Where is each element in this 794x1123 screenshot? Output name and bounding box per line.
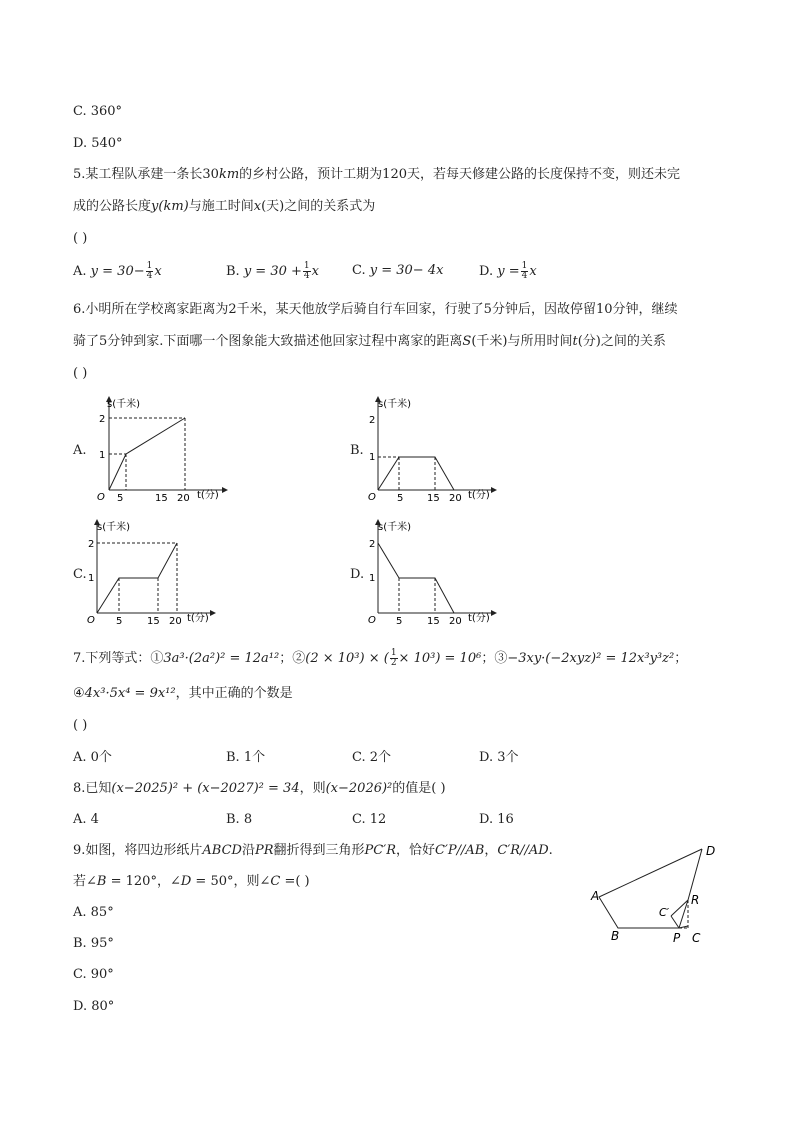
graph-b-xlabel: t(分) <box>468 490 490 501</box>
graph-d-origin: O <box>368 615 376 626</box>
q9-label-r: R <box>691 893 700 907</box>
q4-option-c: C. 360° <box>73 104 123 119</box>
graph-d-xtick-20: 20 <box>449 616 462 627</box>
q5-answer-paren: ( ) <box>73 231 88 246</box>
graph-c-xlabel: t(分) <box>187 613 209 624</box>
graph-c-xtick-15: 15 <box>147 616 160 627</box>
q6-graph-c <box>85 518 235 633</box>
graph-d-xlabel: t(分) <box>468 613 490 624</box>
q9-label-c-prime: C′ <box>659 906 670 919</box>
q7-stem-line2: ④4x³·5x⁴ = 9x¹²，其中正确的个数是 <box>73 686 293 701</box>
graph-a-xtick-15: 15 <box>155 493 168 504</box>
graph-c-origin: O <box>87 615 95 626</box>
q6-graph-b <box>358 395 508 510</box>
graph-b-xtick-5: 5 <box>397 493 404 504</box>
graph-a-ylabel: s(千米) <box>107 399 141 410</box>
graph-c-ytick-1: 1 <box>88 573 95 584</box>
graph-d-ytick-1: 1 <box>369 573 376 584</box>
q9-label-p: P <box>673 931 681 945</box>
graph-c-ylabel: s(千米) <box>97 522 131 533</box>
graph-b-origin: O <box>368 492 376 503</box>
graph-b-xtick-15: 15 <box>427 493 440 504</box>
q9-quad-sides <box>599 849 702 928</box>
graph-a-xtick-20: 20 <box>177 493 190 504</box>
q8-option-d: D. 16 <box>479 812 514 827</box>
graph-b-ytick-1: 1 <box>369 452 376 463</box>
graph-a-origin: O <box>97 492 105 503</box>
q6-stem-line2: 骑了5分钟到家.下面哪一个图象能大致描述他回家过程中离家的距离S(千米)与所用时间t(分)之间的关系 <box>73 334 666 349</box>
graph-a-ytick-2: 2 <box>99 414 106 425</box>
graph-d-ytick-2: 2 <box>369 539 376 550</box>
q9-option-c: C. 90° <box>73 967 114 982</box>
q7-option-a: A. 0个 <box>73 750 112 765</box>
q7-answer-paren: ( ) <box>73 718 88 733</box>
q9-stem-line2: 若∠B = 120°，∠D = 50°，则∠C =( ) <box>73 874 310 889</box>
q7-stem-line1: 7.下列等式：①3a³·(2a²)² = 12a¹²；②(2 × 10³) × ( $\frac{1}{2}$ × 10³) = 10⁶；③−3xy·(−2xyz)² = 12x³y³z²； <box>73 648 688 668</box>
q9-figure <box>585 840 725 955</box>
q5-stem-line2: 成的公路长度y(km)与施工时间x(天)之间的关系式为 <box>73 199 376 214</box>
q9-option-a: A. 85° <box>73 905 114 920</box>
graph-a-xtick-5: 5 <box>117 493 124 504</box>
q8-option-c: C. 12 <box>352 812 387 827</box>
q8-option-a: A. 4 <box>73 812 99 827</box>
q6-graph-a-label: A. <box>73 443 87 458</box>
q6-graph-d <box>358 518 508 633</box>
q7-option-d: D. 3个 <box>479 750 519 765</box>
q5-option-a: A. y = 30− $\frac{1}{4}$ x <box>73 261 162 281</box>
q8-stem: 8.已知(x−2025)² + (x−2027)² = 34，则(x−2026)²的值是( ) <box>73 781 446 796</box>
q9-option-b: B. 95° <box>73 936 114 951</box>
q9-side-pc-prime <box>671 916 679 928</box>
q9-label-d: D <box>706 844 716 858</box>
q6-stem-line1: 6.小明所在学校离家距离为2千米，某天他放学后骑自行车回家，行驶了5分钟后，因故停留10分钟，继续 <box>73 302 678 317</box>
graph-b-curve <box>378 457 454 490</box>
q4-option-d: D. 540° <box>73 136 123 151</box>
graph-c-xtick-5: 5 <box>116 616 123 627</box>
graph-c-curve <box>97 543 177 613</box>
q5-option-c: C. y = 30− 4x <box>352 263 444 278</box>
graph-b-xtick-20: 20 <box>449 493 462 504</box>
graph-c-ytick-2: 2 <box>88 539 95 550</box>
q7-option-c: C. 2个 <box>352 750 392 765</box>
q9-label-c: C <box>692 931 701 945</box>
graph-a-xlabel: t(分) <box>197 490 219 501</box>
q7-option-b: B. 1个 <box>226 750 266 765</box>
q9-option-d: D. 80° <box>73 999 115 1014</box>
graph-d-xtick-5: 5 <box>396 616 403 627</box>
q5-stem-line1: 5.某工程队承建一条长30km的乡村公路，预计工期为120天，若每天修建公路的长度保持不变，则还未完 <box>73 167 680 182</box>
graph-a-ytick-1: 1 <box>99 450 106 461</box>
q6-graph-d-label: D. <box>350 567 365 582</box>
graph-b-ylabel: s(千米) <box>378 399 412 410</box>
q5-option-b: B. y = 30 + $\frac{1}{4}$ x <box>226 261 319 281</box>
graph-d-xtick-15: 15 <box>427 616 440 627</box>
graph-b-ytick-2: 2 <box>369 415 376 426</box>
q9-stem-line1: 9.如图，将四边形纸片ABCD沿PR翻折得到三角形PC′R，恰好C′P//AB，C′R//AD. <box>73 843 553 858</box>
q9-label-a: A <box>591 889 600 903</box>
q8-option-b: B. 8 <box>226 812 253 827</box>
q5-option-d: D. y = $\frac{1}{4}$ x <box>479 261 537 281</box>
q6-graph-a <box>85 395 235 510</box>
q6-graph-b-label: B. <box>350 443 364 458</box>
graph-d-ylabel: s(千米) <box>378 522 412 533</box>
q6-graph-c-label: C. <box>73 567 87 582</box>
q6-answer-paren: ( ) <box>73 366 88 381</box>
q9-label-b: B <box>611 929 620 943</box>
graph-c-xtick-20: 20 <box>169 616 182 627</box>
graph-d-curve <box>378 543 454 613</box>
